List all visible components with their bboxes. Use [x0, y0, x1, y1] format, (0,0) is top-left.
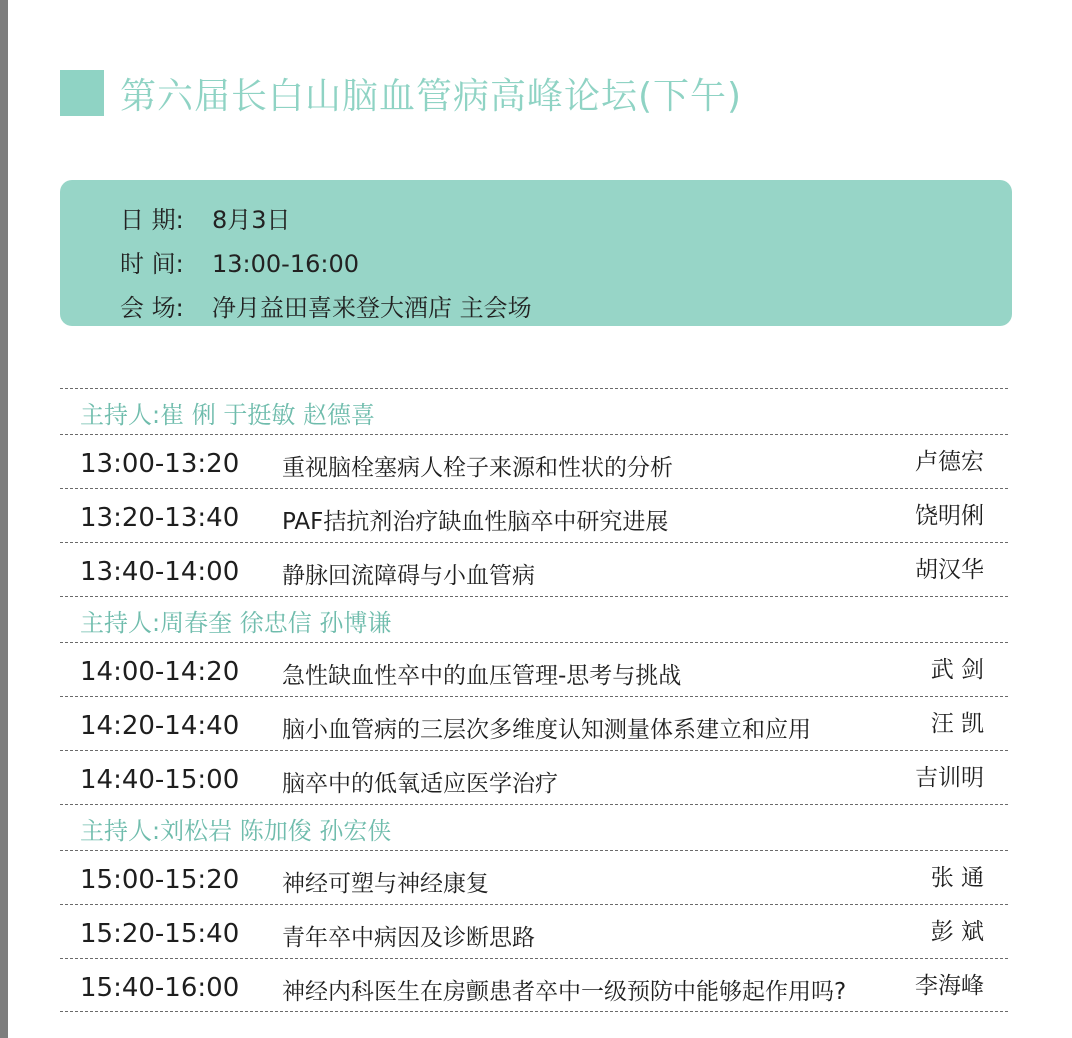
talk-topic: 脑卒中的低氧适应医学治疗 [282, 771, 558, 797]
talk-speaker: 武 剑 [930, 657, 984, 683]
talk-speaker: 彭 斌 [930, 919, 984, 945]
talk-row [60, 904, 1008, 958]
time-label: 时 间: [120, 250, 184, 278]
talk-row [60, 696, 1008, 750]
date-label: 日 期: [120, 206, 184, 234]
talk-speaker: 李海峰 [915, 973, 984, 999]
talk-topic: 脑小血管病的三层次多维度认知测量体系建立和应用 [282, 717, 811, 743]
talk-speaker: 卢德宏 [915, 449, 984, 475]
title-marker [60, 70, 104, 116]
host-row [60, 596, 1008, 642]
schedule-table [60, 388, 1008, 1012]
host-names: 主持人:刘松岩 陈加俊 孙宏侠 [80, 817, 392, 845]
talk-row [60, 542, 1008, 596]
time-line [120, 242, 1012, 286]
talk-speaker: 饶明俐 [915, 503, 984, 529]
talk-topic: PAF拮抗剂治疗缺血性脑卒中研究进展 [282, 509, 669, 535]
info-box [60, 180, 1012, 326]
talk-time: 15:00-15:20 [80, 865, 240, 895]
host-names: 主持人:崔 俐 于挺敏 赵德喜 [80, 401, 375, 429]
talk-time: 15:20-15:40 [80, 919, 240, 949]
talk-row [60, 850, 1008, 904]
talk-row [60, 434, 1008, 488]
talk-topic: 重视脑栓塞病人栓子来源和性状的分析 [282, 455, 673, 481]
talk-speaker: 张 通 [930, 865, 984, 891]
talk-topic: 急性缺血性卒中的血压管理-思考与挑战 [282, 663, 682, 689]
venue-line [120, 286, 1012, 330]
date-value: 8月3日 [212, 206, 291, 234]
talk-speaker: 汪 凯 [930, 711, 984, 737]
talk-time: 14:20-14:40 [80, 711, 240, 741]
host-row [60, 804, 1008, 850]
talk-topic: 静脉回流障碍与小血管病 [282, 563, 535, 589]
talk-topic: 神经内科医生在房颤患者卒中一级预防中能够起作用吗? [282, 979, 847, 1005]
venue-label: 会 场: [120, 294, 184, 322]
talk-time: 13:20-13:40 [80, 503, 240, 533]
talk-speaker: 吉训明 [915, 765, 984, 791]
talk-row [60, 642, 1008, 696]
venue-value: 净月益田喜来登大酒店 主会场 [212, 294, 532, 322]
time-value: 13:00-16:00 [212, 250, 359, 278]
talk-topic: 青年卒中病因及诊断思路 [282, 925, 535, 951]
talk-time: 14:00-14:20 [80, 657, 240, 687]
host-row [60, 388, 1008, 434]
page-title-text: 第六届长白山脑血管病高峰论坛(下午) [120, 75, 743, 117]
talk-row [60, 750, 1008, 804]
host-names: 主持人:周春奎 徐忠信 孙博谦 [80, 609, 392, 637]
left-edge-border [0, 0, 8, 1038]
talk-time: 13:00-13:20 [80, 449, 240, 479]
talk-time: 14:40-15:00 [80, 765, 240, 795]
talk-row [60, 488, 1008, 542]
talk-speaker: 胡汉华 [915, 557, 984, 583]
page-title [60, 66, 742, 120]
date-line [120, 198, 1012, 242]
talk-time: 13:40-14:00 [80, 557, 240, 587]
talk-time: 15:40-16:00 [80, 973, 240, 1003]
talk-row [60, 958, 1008, 1012]
talk-topic: 神经可塑与神经康复 [282, 871, 489, 897]
